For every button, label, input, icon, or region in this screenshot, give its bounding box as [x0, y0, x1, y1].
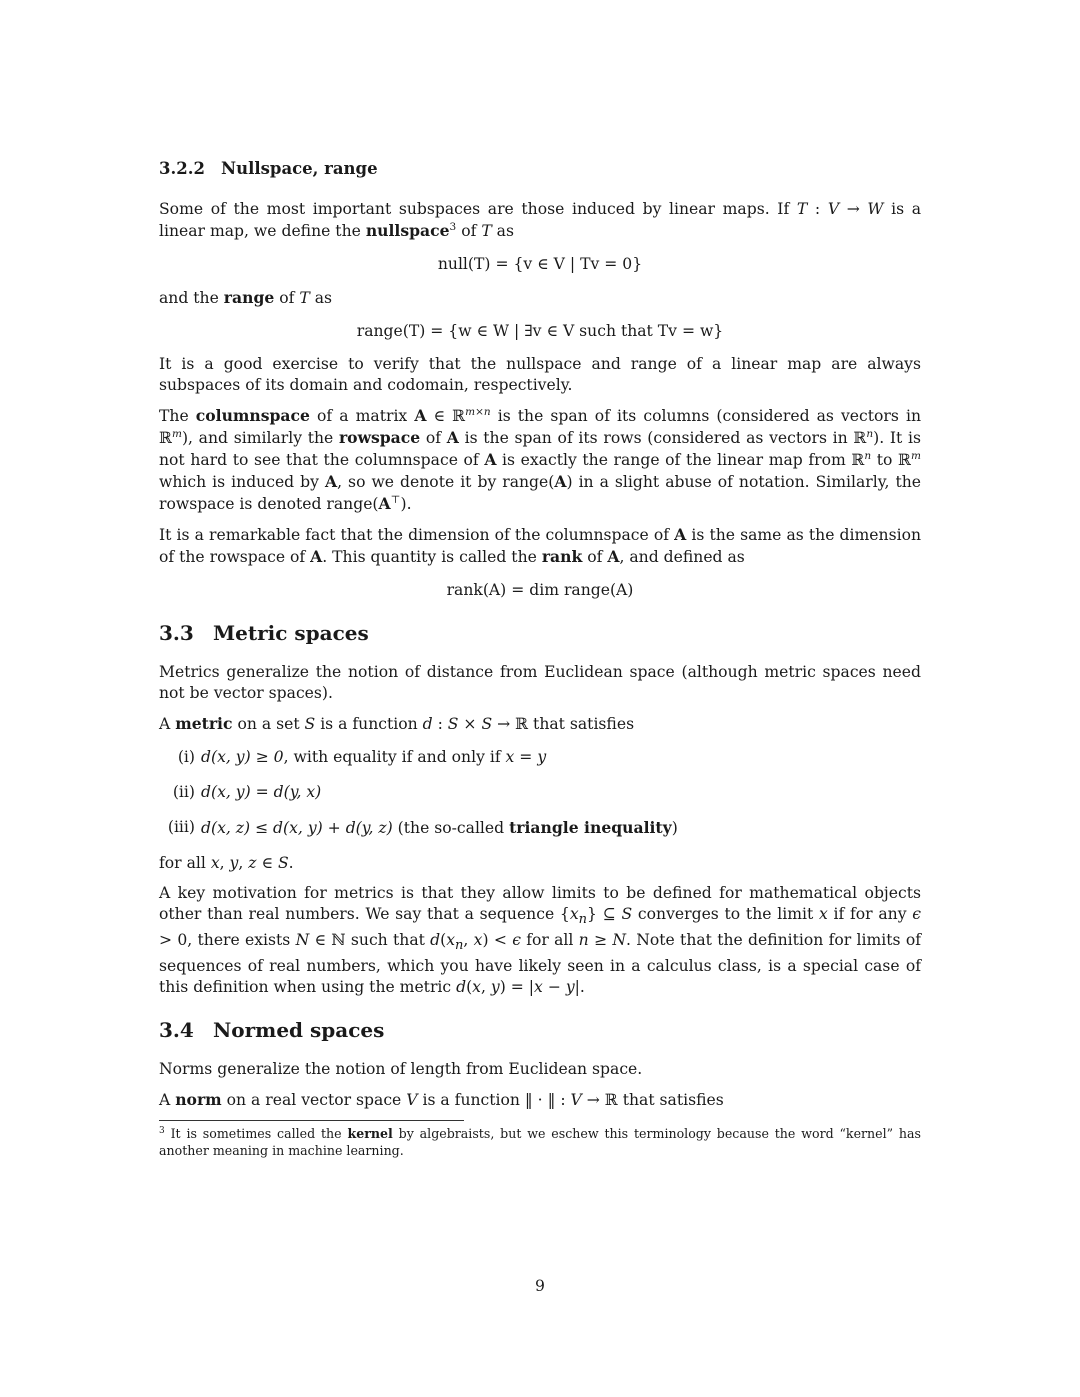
- term-range: range: [223, 288, 275, 307]
- axiom-list: [159, 747, 921, 839]
- equation-rank: rank(A) = dim range(A): [446, 581, 634, 599]
- term-kernel: kernel: [347, 1126, 393, 1142]
- paragraph: Metrics generalize the notion of distance from Euclidean space (although metric spaces need not be vector spaces).: [159, 663, 921, 702]
- paragraph: Norms generalize the notion of length from Euclidean space.: [159, 1060, 643, 1079]
- subsection-heading: [159, 158, 921, 179]
- term-columnspace: columnspace: [195, 406, 310, 425]
- footnote-mark: 3: [449, 220, 457, 233]
- equation-range: range(T) = {w ∈ W | ∃v ∈ V such that Tv = w}: [356, 322, 724, 340]
- page-content: [159, 158, 921, 1159]
- term-nullspace: nullspace: [365, 221, 450, 240]
- paragraph: It is a remarkable fact that the dimension of the columnspace of A is the same as the dimension of the rowspace of A. This quantity is called the rank of A, and defined as: [159, 525, 921, 566]
- paragraph: A key motivation for metrics is that they allow limits to be defined for mathematical objects other than real numbers. We say that a sequence $\{x_n\}$ ⊆ S converges to the limit x if for any ϵ > 0, there exists N ∈ ℕ such that $d(x_n$, x) < ϵ for all n ≥ N. Note that the definition for limits of sequences of real numbers, which you have likely seen in a calculus class, is a special case of this definition when using the metric d(x, y) = |x − y|.: [159, 884, 922, 997]
- paragraph: A norm on a real vector space V is a function ‖ · ‖ : V → ℝ that satisfies: [159, 1090, 724, 1110]
- term-rowspace: rowspace: [338, 428, 421, 447]
- paragraph: for all x, y, z ∈ S.: [159, 854, 294, 872]
- paragraph: It is a good exercise to verify that the nullspace and range of a linear map are always subspaces of its domain and codomain, respectively.: [159, 355, 921, 394]
- term-triangle-inequality: triangle inequality: [509, 818, 672, 837]
- term-metric: metric: [175, 714, 233, 733]
- section-heading-normed: 3.4 Normed spaces: [159, 1018, 385, 1043]
- footnote-rule: [159, 1120, 464, 1121]
- list-item: (ii) d(x, y) = d(y, x): [172, 783, 322, 801]
- equation-nullspace: null(T) = {v ∈ V | Tv = 0}: [437, 255, 643, 273]
- paragraph: The columnspace of a matrix A ∈ ℝ$^{m\times n}$ is the span of its columns (considered as vectors in ℝ$^m$), and similarly the rowspace of A is the span of its rows (considered as vectors in ℝ$^n$). It is not hard to see that the columnspace of A is exactly the range of the linear map from ℝ$^n$ to ℝ$^m$ which is induced by A, so we denote it by range(A) in a slight abuse of notation. Similarly, the rowspace is denoted range(A⊤).: [159, 405, 922, 513]
- paragraph: A metric on a set S is a function d : S × S → ℝ that satisfies: [159, 714, 635, 733]
- subsection-title: Nullspace, range: [221, 159, 378, 178]
- term-norm: norm: [175, 1090, 222, 1110]
- section-heading-metric: 3.3 Metric spaces: [159, 621, 369, 645]
- footnote: $^3$ It is sometimes called the kernel by algebraists, but we eschew this terminology because the word “kernel” has another meaning in machine learning.: [159, 1126, 921, 1159]
- list-item: (iii) d(x, z) ≤ d(x, y) + d(y, z) (the so-called triangle inequality): [167, 818, 678, 837]
- subsection-number: 3.2.2: [159, 159, 205, 178]
- paragraph: Some of the most important subspaces are those induced by linear maps. If T : V → W is a linear map, we define the nullspace$^3$ of T as: [159, 200, 922, 240]
- page-number: 9: [535, 1277, 545, 1295]
- term-rank: rank: [541, 547, 583, 566]
- list-item: (i) d(x, y) ≥ 0, with equality if and only if x = y: [177, 748, 547, 766]
- paragraph: and the range of T as: [159, 288, 333, 307]
